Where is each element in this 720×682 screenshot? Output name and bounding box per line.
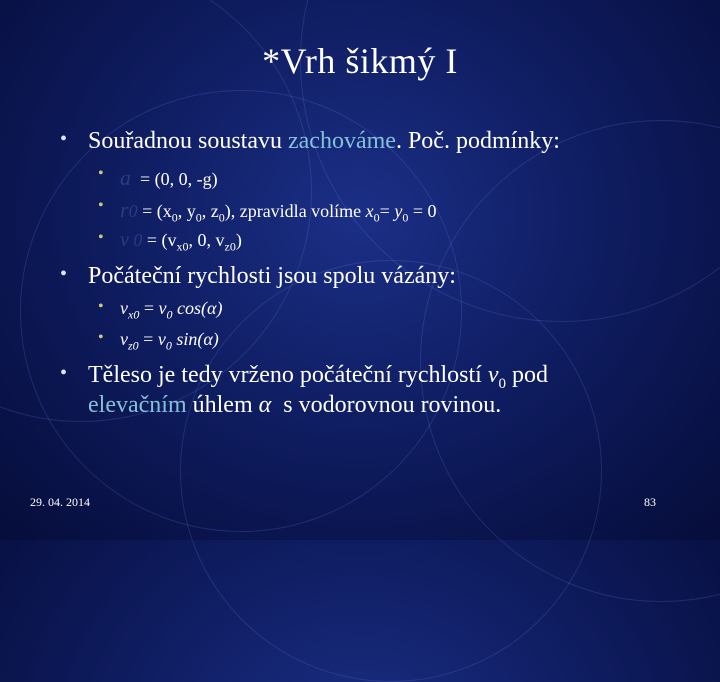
- sub-bullet-text: v $0 = (v_{x0}$, 0, $v_{z0}$): [120, 229, 242, 254]
- bullet-text-line1: Těleso je tedy vrženo počáteční rychlostí $v_0$ pod: [88, 362, 548, 392]
- bullet-text: Souřadnou soustavu zachováme. Poč. podmínky:: [88, 128, 560, 154]
- sub-bullet-text: $r0 = (x_0$, $y_0$, $z_0$), zpravidla volíme $x_0= y_0 = 0$: [120, 197, 437, 225]
- sub-bullet-text: a = (0, 0, -g): [120, 165, 218, 190]
- bullet-dot: •: [98, 298, 104, 315]
- footer-date: 29. 04. 2014: [30, 495, 90, 509]
- bullet-dot: •: [60, 128, 68, 150]
- bullet-dot: •: [60, 362, 68, 384]
- bullet-dot: •: [98, 197, 104, 214]
- slide-number: 83: [644, 495, 656, 509]
- background-ring: [180, 260, 602, 682]
- bullet-text-line2: elevačním úhlem α s vodorovnou rovinou.: [88, 392, 502, 418]
- sub-bullet-text: $v_{z0} = v_0$ sin(α): [120, 329, 219, 353]
- bullet-dot: •: [60, 263, 68, 285]
- bullet-dot: •: [98, 329, 104, 346]
- sub-bullet-text: $v_{x0} = v_0$ cos(α): [120, 298, 223, 322]
- bullet-dot: •: [98, 165, 104, 182]
- slide-title: *Vrh šikmý I: [262, 41, 458, 81]
- bullet-dot: •: [98, 229, 104, 246]
- bullet-text: Počáteční rychlosti jsou spolu vázány:: [88, 263, 456, 289]
